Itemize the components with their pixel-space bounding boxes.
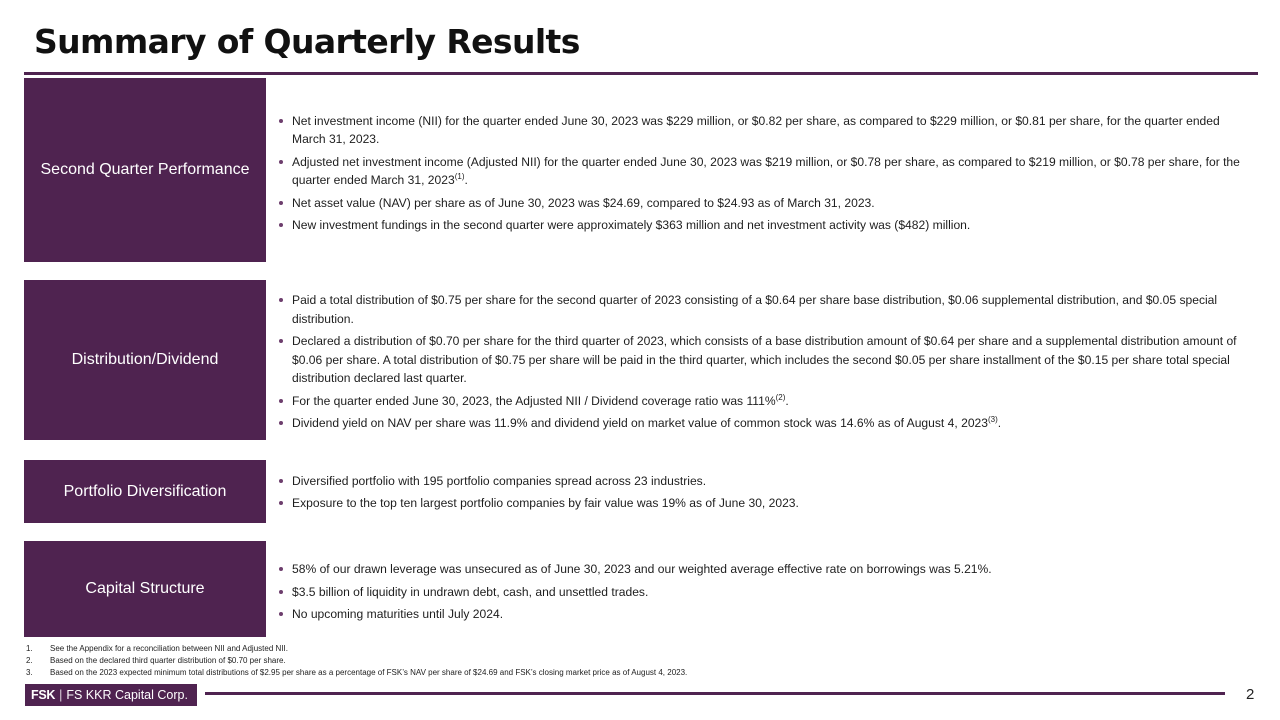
logo-mark: FSK (31, 688, 56, 702)
bullet-item: 58% of our drawn leverage was unsecured as of June 30, 2023 and our weighted average effective rate on borrowings was 5.21%. (277, 560, 1252, 579)
bullet-list (277, 291, 1252, 433)
section-label-diversification: Portfolio Diversification (24, 460, 266, 523)
company-name: FS KKR Capital Corp. (66, 688, 188, 702)
bullet-item: Net investment income (NII) for the quarter ended June 30, 2023 was $229 million, or $0.82 per share, as compared to $229 million, or $0.81 per share, for the quarter ended March 31, 2023. (277, 112, 1252, 149)
bullet-item: New investment fundings in the second quarter were approximately $363 million and net investment activity was ($482) million. (277, 216, 1252, 235)
footnote: 2. Based on the declared third quarter distribution of $0.70 per share. (26, 656, 286, 665)
bullet-item: No upcoming maturities until July 2024. (277, 605, 1252, 624)
bullet-item: Paid a total distribution of $0.75 per share for the second quarter of 2023 consisting of a $0.64 per share base distribution, $0.06 supplemental distribution, and $0.05 special distribution. (277, 291, 1252, 328)
footer-divider (205, 692, 1225, 695)
bullet-list (277, 560, 1252, 624)
bullet-item: Dividend yield on NAV per share was 11.9% and dividend yield on market value of common stock was 14.6% as of August 4, 2023$^{(3)}$. (277, 414, 1252, 433)
footnotes (26, 643, 1026, 679)
company-logo (25, 684, 197, 706)
bullet-item: Diversified portfolio with 195 portfolio companies spread across 23 industries. (277, 472, 1252, 491)
page-number: 2 (1246, 686, 1255, 703)
bullet-item: Net asset value (NAV) per share as of June 30, 2023 was $24.69, compared to $24.93 as of March 31, 2023. (277, 194, 1252, 213)
bullet-item: $3.5 billion of liquidity in undrawn debt, cash, and unsettled trades. (277, 583, 1252, 602)
section-body-distribution (277, 282, 1252, 442)
bullet-list (277, 472, 1252, 513)
bullet-list (277, 112, 1252, 235)
bullet-item: For the quarter ended June 30, 2023, the Adjusted NII / Dividend coverage ratio was 111%$^{(2)}$. (277, 392, 1252, 411)
footnote: 3. Based on the 2023 expected minimum total distributions of $2.95 per share as a percentage of FSK’s NAV per share of $24.69 and FSK’s closing market price as of August 4, 2023. (26, 668, 688, 677)
section-body-performance (277, 100, 1252, 246)
section-body-diversification (277, 468, 1252, 516)
footnote: 1. See the Appendix for a reconciliation between NII and Adjusted NII. (26, 644, 288, 653)
section-label-capital-structure: Capital Structure (24, 541, 266, 637)
page-title: Summary of Quarterly Results (34, 22, 580, 61)
logo-separator: | (59, 688, 63, 702)
bullet-item: Adjusted net investment income (Adjusted NII) for the quarter ended June 30, 2023 was $219 million, or $0.78 per share, as compared to $219 million, or $0.78 per share, for the quarter ended March 31, 2023$^{(1)}$. (277, 153, 1252, 190)
bullet-item: Exposure to the top ten largest portfolio companies by fair value was 19% as of June 30, 2023. (277, 494, 1252, 513)
section-body-capital-structure (277, 556, 1252, 628)
section-label-distribution: Distribution/Dividend (24, 280, 266, 440)
section-label-performance: Second Quarter Performance (24, 78, 266, 262)
title-divider (24, 72, 1258, 75)
bullet-item: Declared a distribution of $0.70 per share for the third quarter of 2023, which consists of a base distribution amount of $0.64 per share and a supplemental distribution amount of $0.06 per share. A total distribution of $0.75 per share will be paid in the third quarter, which includes the second $0.05 per share installment of the $0.15 per share total special distribution declared last quarter. (277, 332, 1252, 388)
